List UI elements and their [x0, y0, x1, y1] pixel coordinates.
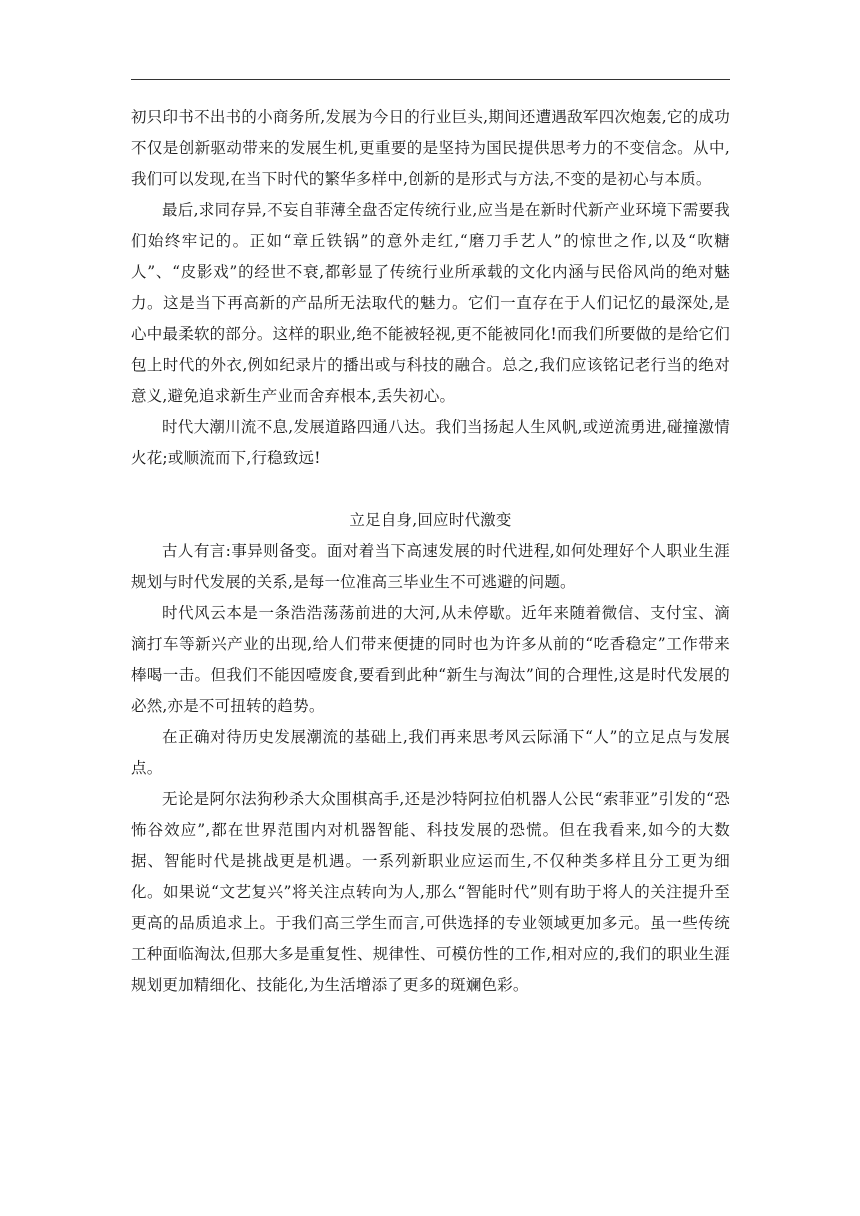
- paragraph: 无论是阿尔法狗秒杀大众围棋高手,还是沙特阿拉伯机器人公民“索菲亚”引发的“恐怖谷效应”,都在世界范围内对机器智能、科技发展的恐慌。但在我看来,如今的大数据、智能时代是挑战更是机遇。一系列新职业应运而生,不仅种类多样且分工更为细化。如果说“文艺复兴”将关注点转向为人,那么“智能时代”则有助于将人的关注提升至更高的品质追求上。于我们高三学生而言,可供选择的专业领域更加多元。虽一些传统工种面临淘汰,但那大多是重复性、规律性、可模仿性的工作,相对应的,我们的职业生涯规划更加精细化、技能化,为生活增添了更多的斑斓色彩。: [131, 790, 730, 994]
- document-body: [131, 102, 730, 1001]
- paragraph: 时代大潮川流不息,发展道路四通八达。我们当扬起人生风帆,或逆流勇进,碰撞激情火花;或顺流而下,行稳致远!: [131, 418, 730, 467]
- paragraph: 在正确对待历史发展潮流的基础上,我们再来思考风云际涌下“人”的立足点与发展点。: [131, 728, 730, 777]
- paragraph: 时代风云本是一条浩浩荡荡前进的大河,从未停歇。近年来随着微信、支付宝、滴滴打车等新兴产业的出现,给人们带来便捷的同时也为许多从前的“吃香稳定”工作带来棒喝一击。但我们不能因噎废食,要看到此种“新生与淘汰”间的合理性,这是时代发展的必然,亦是不可扭转的趋势。: [131, 604, 730, 715]
- header-rule: [131, 79, 730, 80]
- section-title: 立足自身,回应时代激变: [349, 511, 512, 529]
- paragraph-continued: 初只印书不出书的小商务所,发展为今日的行业巨头,期间还遭遇敌军四次炮轰,它的成功不仅是创新驱动带来的发展生机,更重要的是坚持为国民提供思考力的不变信念。从中,我们可以发现,在当下时代的繁华多样中,创新的是形式与方法,不变的是初心与本质。: [131, 108, 730, 188]
- paragraph: 最后,求同存异,不妄自菲薄全盘否定传统行业,应当是在新时代新产业环境下需要我们始终牢记的。正如“章丘铁锅”的意外走红,“磨刀手艺人”的惊世之作,以及“吹糖人”、“皮影戏”的经世不衰,都彰显了传统行业所承载的文化内涵与民俗风尚的绝对魅力。这是当下再高新的产品所无法取代的魅力。它们一直存在于人们记忆的最深处,是心中最柔软的部分。这样的职业,绝不能被轻视,更不能被同化!而我们所要做的是给它们包上时代的外衣,例如纪录片的播出或与科技的融合。总之,我们应该铭记老行当的绝对意义,避免追求新生产业而舍弃根本,丢失初心。: [131, 201, 730, 405]
- paragraph: 古人有言:事异则备变。面对着当下高速发展的时代进程,如何处理好个人职业生涯规划与时代发展的关系,是每一位准高三毕业生不可逃避的问题。: [131, 542, 730, 591]
